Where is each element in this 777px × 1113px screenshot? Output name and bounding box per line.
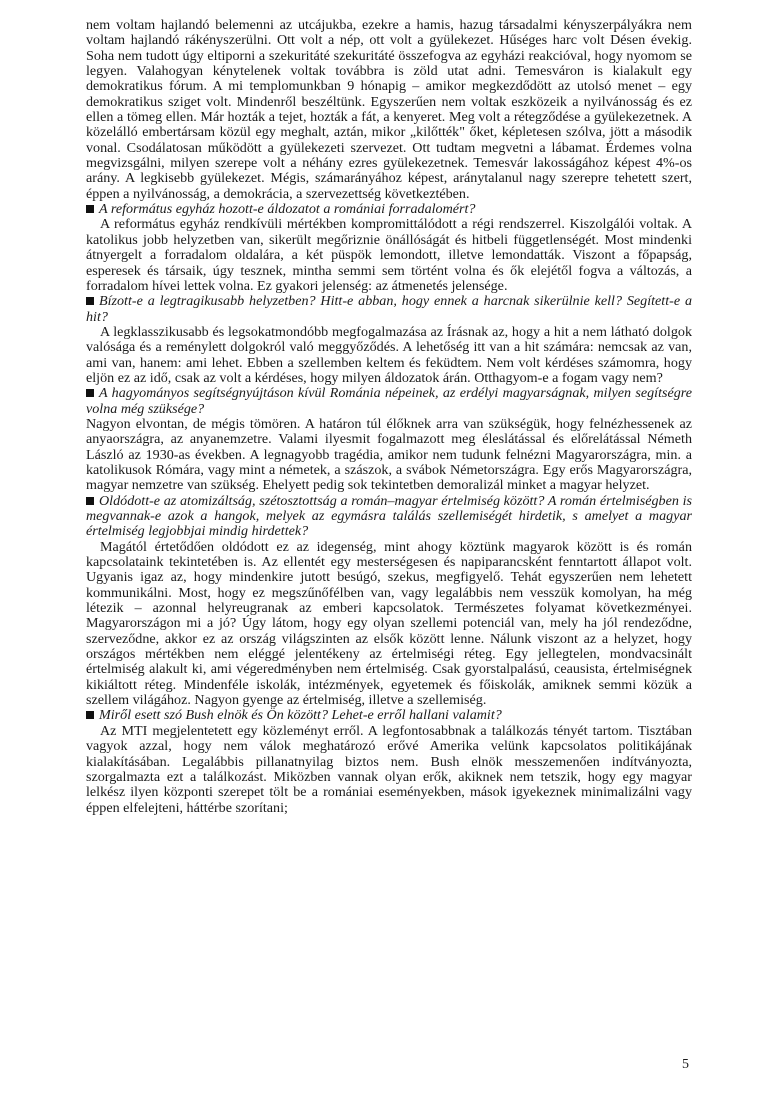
question-text: Oldódott-e az atomizáltság, szétosztottság a román–magyar értelmiség között? A román értelmiségben is megvannak-e azok a hangok, melyek az egymásra találás szellemiségét hirdetik, s amelyet a magyar értelmiség legjobbjai mindig hirdettek? (86, 492, 692, 540)
interview-question (86, 386, 692, 417)
answer-paragraph: A legklasszikusabb és legsokatmondóbb megfogalmazása az Írásnak az, hogy a hit a nem látható dolgok valósága és a reménylett dolgokról való meggyőződés. A lehetőség itt van a hit számára: nemcsak az van, ami van, hanem: ami lehet. Ebben a szellemben keltem és feküdtem. Nem volt kérdéses számomra, hogy eljön ez az idő, csak az volt a kérdéses, hogy milyen áldozatok árán. Otthagyom-e a fogam vagy nem? (86, 323, 692, 386)
question-bullet-icon (86, 497, 94, 505)
answer-paragraph: nem voltam hajlandó belemenni az utcájukba, ezekre a hamis, hazug társadalmi kényszerpályákra nem voltam hajlandó rákényszerülni. Ott volt a nép, ott volt a gyülekezet. Hűséges harc volt Désen évekig. Soha nem tudott úgy eltiporni a szekuritáté szekuritáté összefogva az egyházi reakcióval, hogy nyomom se legyen. Valahogyan kénytelenek voltak továbbra is zöld utat adni. Temesváron is kialakult egy demokratikus fórum. A mi templomunkban 9 hónapig – amikor megkezdődött az utolsó menet – egy demokratikus sziget volt. Mindenről beszéltünk. Egyszerűen nem voltak eszközeik a nyilvánosság és ez ellen a tömeg ellen. Már hozták a tejet, hozták a fát, a kenyeret. Meg volt a rétegződése a gyülekezetnek. A közelálló embertársam közül egy meghalt, aztán, mikor „kilőtték" őket, képletesen szólva, jött a második vonal. Csodálatosan működött a gyülekezeti szervezet. Ott tudtam megvetni a lábamat. Érdemes volna megvizsgálni, milyen szerepe volt a néhány ezres gyülekezetnek. Temesvár lakosságához képest 4%-os arány. A legkisebb gyülekezet. Mégis, számarányához képest, aránytalanul nagy szerepre tehetett szert, éppen a nyilvánosság, a demokrácia, a szervezettség következtében. (86, 17, 692, 202)
question-bullet-icon (86, 205, 94, 213)
question-bullet-icon (86, 389, 94, 397)
question-bullet-icon (86, 297, 94, 305)
answer-paragraph: Magától értetődően oldódott ez az idegenség, mint ahogy köztünk magyarok között is és román kapcsolataink tekintetében is. Az ellentét egy mesterségesen és napiparancsként fenntartott állapot volt. Ugyanis igaz az, hogy mindenkire jutott besúgó, szekus, megfigyelő. Tehát egyszerűen nem lehetett kommunikálni. Most, hogy ez megszűnőfélben van, vagy legalábbis nem vesszük komolyan, ha még létezik – azonnal helyreugranak az emberi kapcsolatok. Természetes folyamat következményei. Magyarországon mi a jó? Úgy látom, hogy egy olyan szellemi potenciál van, mely ha jól rendeződne, szerveződne, akkor ez az ország világszinten az elsők között lenne. Nálunk viszont az a helyzet, hogy országos mértékben nem eléggé jelentékeny az értelmiségi réteg. Egy jellegtelen, mondvacsinált értelmiség alakult ki, ami végeredményben nem értelmiség. Csak gyorstalpalású, ceausista, értelmiségnek kikiáltott réteg. Mindenféle iskolák, intézmények, egyetemek és főiskolák, amiknek semmi közük a szellem világához. Nagyon gyenge az értelmiség, illetve a szellemiség. (86, 538, 692, 709)
question-text: A református egyház hozott-e áldozatot a romániai forradalomért? (99, 201, 476, 218)
question-text: A hagyományos segítségnyújtáson kívül Románia népeinek, az erdélyi magyarságnak, milyen segítségre volna még szüksége? (86, 385, 692, 417)
interview-question (86, 294, 692, 325)
question-text: Bízott-e a legtragikusabb helyzetben? Hitt-e abban, hogy ennek a harcnak sikerülnie kell? Segített-e a hit? (86, 293, 692, 325)
interview-question (86, 708, 692, 723)
interview-question (86, 202, 692, 217)
answer-paragraph: Nagyon elvontan, de mégis tömören. A határon túl élőknek arra van szükségük, hogy felnézhessenek az anyaországra, az anyanemzetre. Valami ilyesmit fogalmazott meg éleslátással és előrelátással Németh László az 1930-as években. A legnagyobb tragédia, amikor nem tudunk felnézni Magyarországra, min. a katolikusok Rómára, vagy mint a németek, a szászok, a svábok Németországra. Egy erős Magyarországra, magyar nemzetre van szükség. Ehelyett pedig sok tekintetben demoralizál minket a magyar helyzet. (86, 415, 692, 494)
answer-paragraph: A református egyház rendkívüli mértékben kompromittálódott a régi rendszerrel. Kiszolgálói voltak. A katolikus jobb helyzetben van, sikerült megőriznie önállóságát és hitbeli függetlenségét. Most mindenki átnyergelt a forradalom oldalára, a két püspök lemondott, illetve lemondatták. Viszont a főpapság, esperesek és társaik, úgy tesznek, mintha semmi sem történt volna és ők elejétől fogva a változás, a forradalom hívei lettek volna. Ez gyakori jelenség: az átmenetés jelensége. (86, 216, 692, 294)
answer-paragraph: Az MTI megjelentetett egy közleményt erről. A legfontosabbnak a találkozás tényét tartom. Tisztában vagyok azzal, hogy nem válok meghatározó erővé Amerika velünk kapcsolatos politikájának kialakításában. Legalábbis pillanatnyilag biztos nem. Bush elnök messzemenően indítványozta, szorgalmazta ezt a találkozást. Miközben vannak olyan erők, akiknek nem tetszik, hogy egy magyar lelkész ilyen központi szerepet tölt be a romániai eseményekben, mások igyekeznek minimalizálni vagy éppen elfelejteni, háttérbe szorítani; (86, 722, 692, 816)
question-bullet-icon (86, 711, 94, 719)
interview-question (86, 494, 692, 540)
body-text (86, 18, 692, 816)
question-text: Miről esett szó Bush elnök és Ön között? Lehet-e erről hallani valamit? (99, 707, 502, 724)
page-number: 5 (682, 1057, 689, 1072)
